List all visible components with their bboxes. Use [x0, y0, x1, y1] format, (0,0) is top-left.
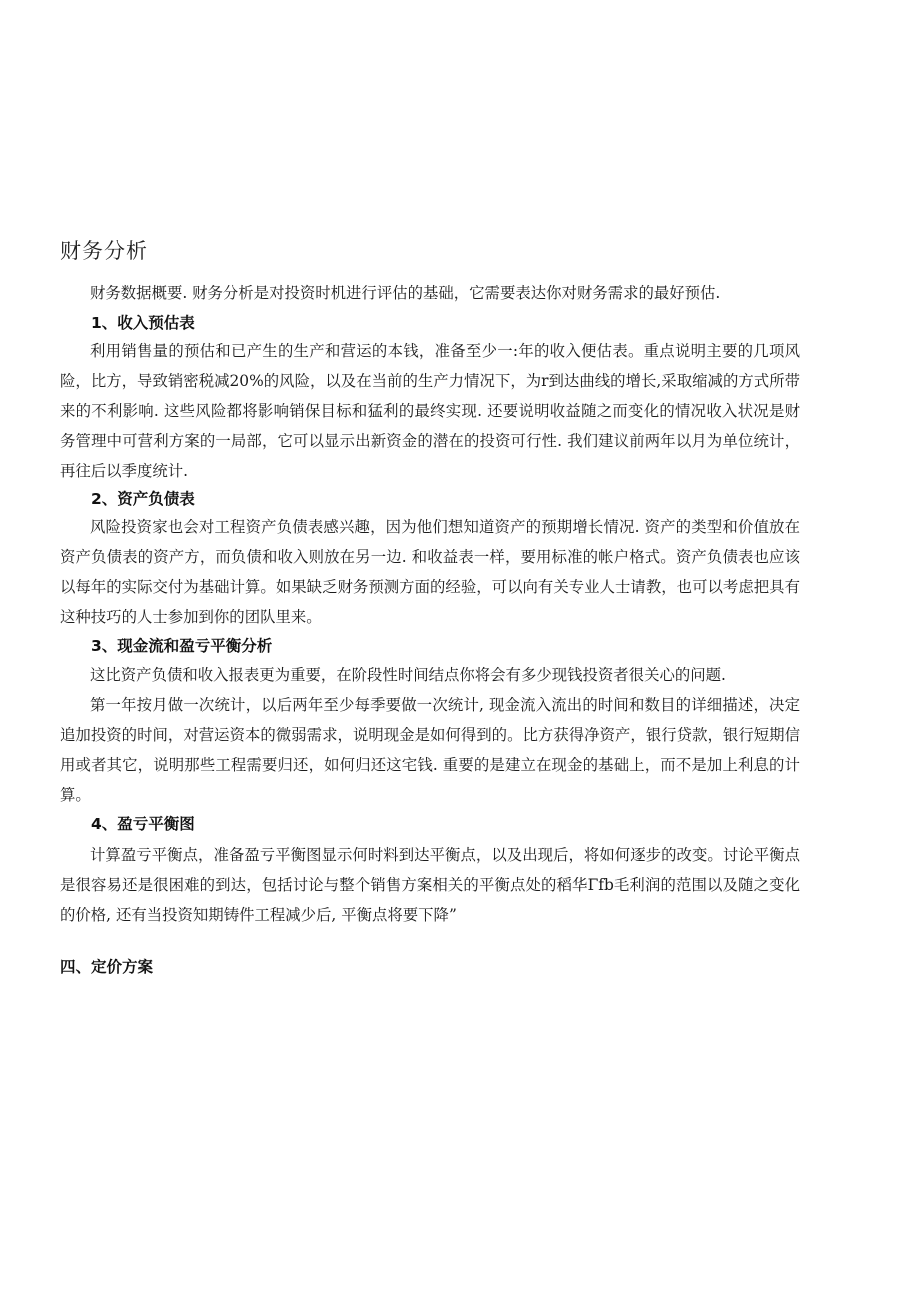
section-heading-balance-sheet: 2、资产负债表: [91, 490, 195, 508]
intro-paragraph: 财务数据概要. 财务分析是对投资时机进行评估的基础，它需要表达你对财务需求的最好预估.: [90, 284, 721, 302]
cash-flow-paragraph-1: 这比资产负债和收入报表更为重要，在阶段性时间结点你将会有多少现钱投资者很关心的问题.: [90, 666, 726, 684]
section-heading-break-even: 4、盈亏平衡图: [91, 815, 195, 833]
section-heading-pricing: 四、定价方案: [60, 958, 154, 976]
break-even-paragraph: 计算盈亏平衡点，准备盈亏平衡图显示何时料到达平衡点，以及出现后，将如何逐步的改变。讨论平衡点是很容易还是很困难的到达，包括讨论与整个销售方案相关的平衡点处的稻华Γfb毛利润的范围以及随之变化的价格, 还有当投资知期铸件工程减少后, 平衡点将要下降”: [60, 846, 800, 924]
page-title: 财务分析: [60, 239, 148, 263]
cash-flow-paragraph-2: 第一年按月做一次统计，以后两年至少每季要做一次统计, 现金流入流出的时间和数目的详细描述，决定追加投资的时间，对营运资本的微弱需求，说明现金是如何得到的。比方获得净资产，银行贷款，银行短期信用或者其它，说明那些工程需要归还，如何归还这宅钱. 重要的是建立在现金的基础上，而不是加上利息的计算。: [60, 696, 800, 804]
income-paragraph: 利用销售量的预估和已产生的生产和营运的本钱，准备至少一:年的收入便估表。重点说明主要的几项风险，比方，导致销密税减20%的风险，以及在当前的生产力情况下，为r到达曲线的增长,采取缩减的方式所带来的不利影响. 这些风险都将影响销保目标和猛利的最终实现. 还要说明收益随之而变化的情况收入状况是财务管理中可营利方案的一局部，它可以显示出新资金的潜在的投资可行性. 我们建议前两年以月为单位统计，再往后以季度统计.: [60, 342, 800, 480]
section-heading-cash-flow: 3、现金流和盈亏平衡分析: [91, 637, 273, 655]
section-heading-income: 1、收入预估表: [91, 314, 195, 332]
balance-sheet-paragraph: 风险投资家也会对工程资产负债表感兴趣，因为他们想知道资产的预期增长情况. 资产的类型和价值放在资产负债表的资产方，而负债和收入则放在另一边. 和收益表一样，要用标准的帐户格式。资产负债表也应该以每年的实际交付为基础计算。如果缺乏财务预测方面的经验，可以向有关专业人士请教，也可以考虑把具有这种技巧的人士参加到你的团队里来。: [60, 518, 800, 626]
